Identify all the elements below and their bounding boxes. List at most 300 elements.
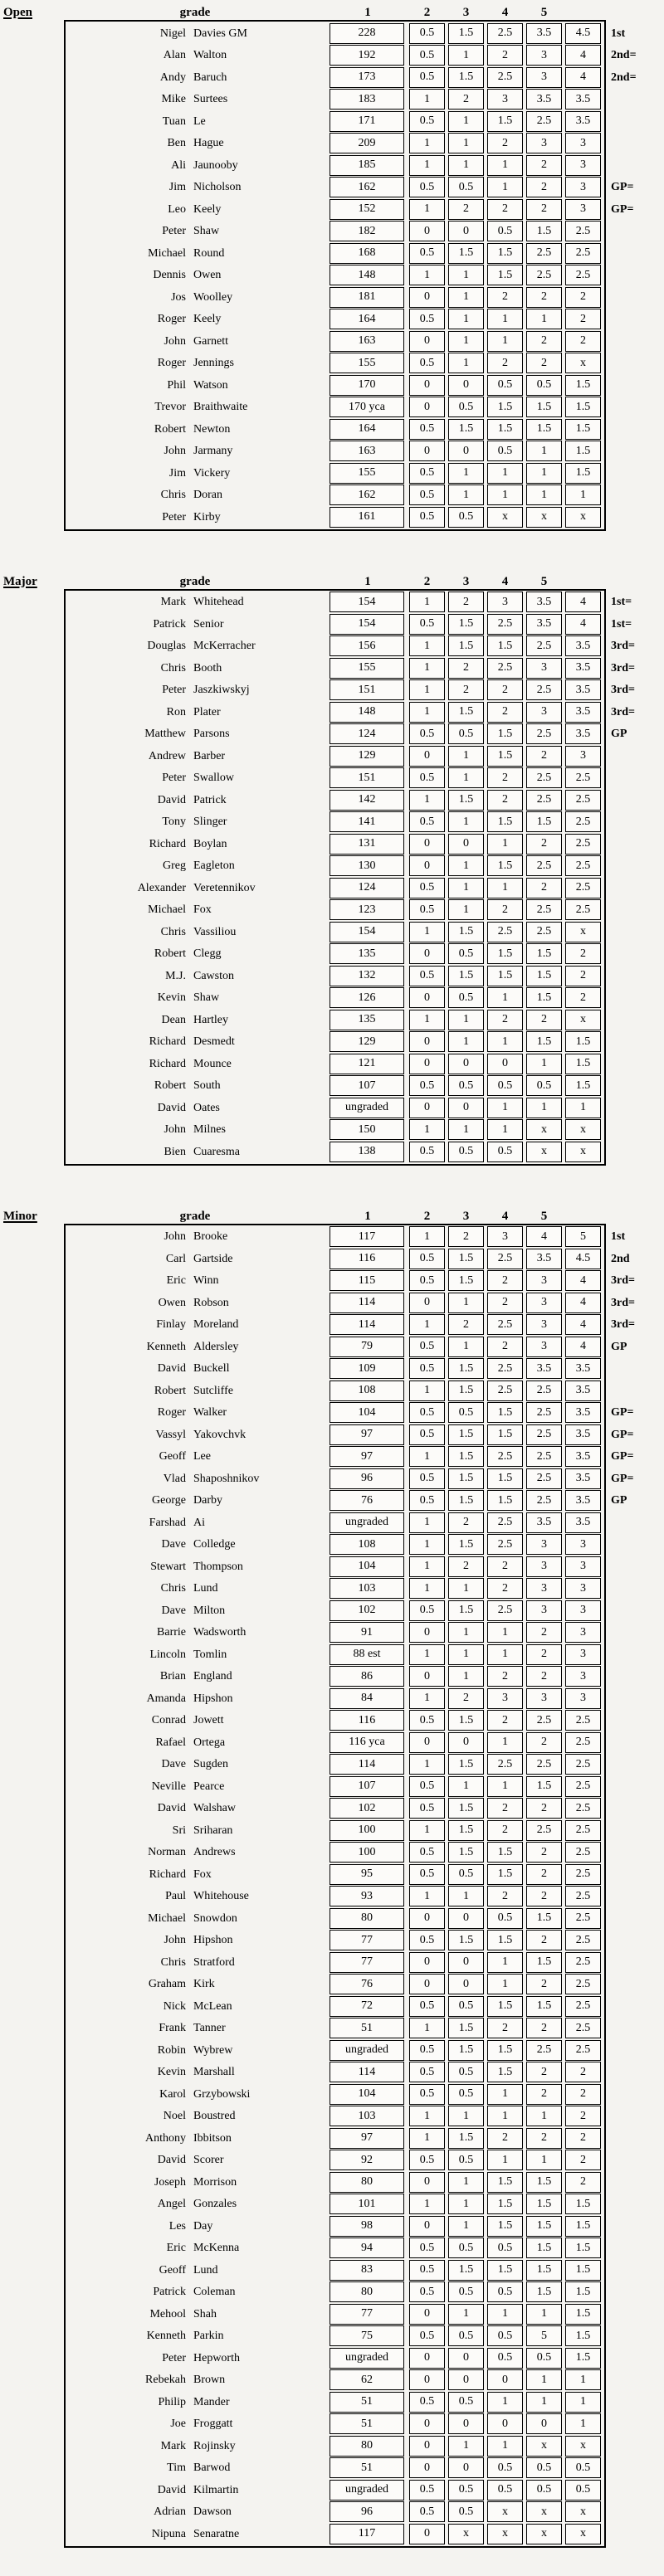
round-score-cell: 2.5 (565, 2018, 601, 2038)
round-score-cell: 2.5 (526, 1446, 562, 1467)
round-score-cell: 3 (526, 1688, 562, 1709)
grade-cell: 95 (330, 1864, 404, 1885)
grade-cell: 79 (330, 1337, 404, 1357)
player-name-cell (66, 2325, 330, 2346)
round-score-cell: 1 (409, 922, 445, 942)
player-last-name: Tomlin (193, 1648, 227, 1661)
round-score-cell: 1.5 (487, 2194, 523, 2214)
round-score-cell: x (526, 507, 562, 528)
result-badge: GP= (611, 1406, 634, 1419)
round-score-cell: 1 (409, 2194, 445, 2214)
round-score-cell: 1.5 (526, 2238, 562, 2258)
round-score-cell: 2.5 (526, 855, 562, 876)
round-score-cell: 3.5 (526, 1358, 562, 1379)
grade-cell: 98 (330, 2216, 404, 2237)
round-score-cell: 1 (409, 658, 445, 679)
player-name-cell (66, 1270, 330, 1291)
table-row (66, 1886, 604, 1906)
player-last-name: Parsons (193, 728, 230, 740)
player-name-cell (66, 746, 330, 767)
round-score-cell: 0 (409, 441, 445, 461)
grade-cell: 114 (330, 1754, 404, 1775)
player-last-name: Barber (193, 749, 226, 762)
round-score-cell: 3 (487, 592, 523, 612)
table-row (66, 614, 632, 635)
result-badge: 1st= (611, 596, 632, 608)
player-name-cell (66, 485, 330, 505)
round-score-cell: 2.5 (565, 265, 601, 285)
round-score-cell: 1.5 (487, 1468, 523, 1489)
player-first-name: Andrew (148, 749, 186, 762)
round-score-cell: 0.5 (448, 1075, 484, 1096)
table-row (66, 1930, 604, 1950)
player-name-cell (66, 331, 330, 352)
round-score-cell: 1 (409, 155, 445, 176)
table-row (66, 966, 604, 986)
player-first-name: Paul (165, 1890, 186, 1902)
round-score-cell: 0.5 (409, 2501, 445, 2522)
round-score-cell: 1 (448, 111, 484, 132)
player-first-name: Robert (154, 1079, 186, 1092)
table-row (66, 1798, 604, 1819)
round-score-cell: 1.5 (487, 811, 523, 832)
player-first-name: Robert (154, 1384, 186, 1397)
round-score-cell: 0.5 (409, 309, 445, 329)
round-score-cell: 2.5 (565, 1798, 601, 1819)
result-badge: 1st (611, 1230, 626, 1243)
round-score-cell: 1 (448, 767, 484, 788)
round-score-cell: 2 (526, 1732, 562, 1753)
player-last-name: Brown (193, 2374, 226, 2386)
section-header-row (3, 572, 664, 589)
round-score-cell: 1.5 (565, 1031, 601, 1052)
player-last-name: Ortega (193, 1736, 226, 1749)
player-name-cell (66, 45, 330, 66)
round-score-cell: 1.5 (487, 265, 523, 285)
round-score-cell: 1 (565, 2392, 601, 2413)
player-last-name: Doran (193, 489, 222, 501)
player-first-name: Kevin (157, 991, 186, 1004)
round-score-cell: 1.5 (526, 966, 562, 986)
player-name-cell (66, 2304, 330, 2325)
table-box (64, 20, 637, 531)
round-score-cell: 2 (526, 1864, 562, 1885)
result-badge: GP= (611, 202, 634, 216)
round-score-cell: 0 (409, 2436, 445, 2457)
table-row (66, 441, 604, 461)
round-score-cell: 0 (448, 1098, 484, 1118)
round-score-cell: 1.5 (565, 2216, 601, 2237)
round-score-cell: 1.5 (526, 987, 562, 1008)
round-score-cell: 0 (448, 441, 484, 461)
grade-cell: ungraded (330, 1098, 404, 1118)
round-score-cell: 2.5 (526, 1490, 562, 1511)
round-score-cell: 1 (409, 2128, 445, 2149)
table-row (66, 265, 604, 285)
col-header-round: 2 (423, 574, 431, 588)
player-first-name: John (164, 1123, 186, 1136)
round-score-cell: 0 (409, 2172, 445, 2193)
round-score-cell: 0.5 (448, 723, 484, 744)
player-name-cell (66, 1600, 330, 1621)
round-score-cell: 1 (448, 746, 484, 767)
round-score-cell: 1 (409, 635, 445, 656)
round-score-cell: 1.5 (487, 2040, 523, 2061)
player-first-name: Peter (162, 772, 186, 784)
round-score-cell: 2.5 (526, 790, 562, 811)
grade-cell: 135 (330, 943, 404, 964)
grade-cell: 138 (330, 1142, 404, 1162)
player-name-cell (66, 1249, 330, 1269)
section-title: Open (3, 6, 33, 19)
player-first-name: Nick (163, 1999, 186, 2013)
round-score-cell: 4.5 (565, 1249, 601, 1269)
player-last-name: Jarmany (193, 445, 233, 457)
round-score-cell: 0 (409, 2369, 445, 2390)
round-score-cell: 3 (565, 177, 601, 197)
round-score-cell: 1 (487, 2392, 523, 2413)
round-score-cell: 0 (448, 834, 484, 855)
result-badge: GP= (611, 181, 634, 193)
player-first-name: Peter (162, 684, 186, 696)
round-score-cell: 1.5 (487, 943, 523, 964)
player-name-cell (66, 221, 330, 241)
table-row (66, 1249, 630, 1269)
col-header-round: 4 (501, 6, 509, 19)
round-score-cell: 1 (409, 265, 445, 285)
round-score-cell: 2 (487, 287, 523, 308)
round-score-cell: 3.5 (565, 1490, 601, 1511)
grade-cell: 77 (330, 1952, 404, 1973)
result-badge: 3rd= (611, 1274, 635, 1287)
round-score-cell: 1 (448, 485, 484, 505)
round-score-cell: 0.5 (487, 2325, 523, 2346)
round-score-cell: 5 (526, 2325, 562, 2346)
round-score-cell: 2 (565, 331, 601, 352)
grade-cell: 107 (330, 1075, 404, 1096)
round-score-cell: 2.5 (487, 658, 523, 679)
round-score-cell: 2 (526, 1010, 562, 1030)
table-row (66, 1908, 604, 1929)
round-score-cell: 0.5 (448, 943, 484, 964)
round-score-cell: 0 (409, 2216, 445, 2237)
round-score-cell: 1 (526, 485, 562, 505)
table-row (66, 353, 604, 373)
player-first-name: Neville (151, 1780, 186, 1793)
round-score-cell: 0.5 (409, 1930, 445, 1950)
round-score-cell: 2.5 (526, 679, 562, 700)
round-score-cell: 1 (409, 592, 445, 612)
player-first-name: Mehool (149, 2307, 186, 2320)
player-name-cell (66, 1732, 330, 1753)
round-score-cell: 1.5 (448, 1710, 484, 1731)
player-first-name: Michael (148, 1911, 186, 1925)
player-name-cell (66, 922, 330, 942)
round-score-cell: 2.5 (526, 1424, 562, 1445)
result-badge: 3rd= (611, 661, 635, 674)
round-score-cell: 3.5 (565, 635, 601, 656)
table-row (66, 243, 604, 264)
round-score-cell: 1.5 (565, 397, 601, 417)
round-score-cell: 2 (487, 790, 523, 811)
player-first-name: Richard (149, 1867, 186, 1881)
round-score-cell: 0.5 (409, 2260, 445, 2281)
player-first-name: Graham (148, 1978, 186, 1990)
player-last-name: Woolley (193, 290, 233, 304)
table-row (66, 943, 604, 964)
player-first-name: Brian (159, 1670, 186, 1682)
table-row (66, 2413, 604, 2434)
player-last-name: Veretennikov (193, 881, 256, 894)
col-header-round: 3 (462, 1209, 470, 1223)
player-last-name: Brooke (193, 1230, 228, 1243)
grade-cell: 103 (330, 1578, 404, 1599)
round-score-cell: 1.5 (448, 1381, 484, 1401)
grade-cell: 131 (330, 834, 404, 855)
player-last-name: Fox (193, 1867, 212, 1881)
grade-cell: 132 (330, 966, 404, 986)
round-score-cell: 2 (526, 155, 562, 176)
player-first-name: Farshad (149, 1516, 186, 1529)
table-row (66, 89, 604, 110)
player-last-name: Senaratne (193, 2527, 240, 2540)
player-name-cell (66, 1754, 330, 1775)
table-row (66, 1358, 604, 1379)
player-first-name: David (157, 793, 186, 806)
table-row (66, 1402, 634, 1423)
grade-cell: 163 (330, 331, 404, 352)
player-name-cell (66, 23, 330, 44)
round-score-cell: 0 (409, 221, 445, 241)
player-name-cell (66, 1710, 330, 1731)
player-name-cell (66, 1314, 330, 1335)
player-first-name: Leo (168, 202, 186, 216)
player-first-name: Michael (148, 246, 186, 260)
round-score-cell: 0 (448, 1732, 484, 1753)
round-score-cell: 1.5 (526, 2281, 562, 2302)
round-score-cell: 2 (487, 133, 523, 153)
round-score-cell: 0 (487, 2413, 523, 2434)
round-score-cell: 3.5 (565, 702, 601, 723)
player-first-name: David (157, 2154, 186, 2166)
round-score-cell: 0 (409, 2304, 445, 2325)
round-score-cell: 3 (565, 746, 601, 767)
table-row (66, 1974, 604, 1994)
round-score-cell: 0 (448, 221, 484, 241)
round-score-cell: 2.5 (565, 1732, 601, 1753)
player-first-name: Joe (170, 2418, 186, 2430)
round-score-cell: 2 (448, 1226, 484, 1247)
player-first-name: Norman (148, 1846, 186, 1858)
round-score-cell: 0 (409, 1732, 445, 1753)
table-row (66, 679, 635, 700)
round-score-cell: 2.5 (487, 1381, 523, 1401)
player-last-name: Round (193, 246, 225, 260)
round-score-cell: 1 (448, 2436, 484, 2457)
round-score-cell: x (565, 2524, 601, 2544)
round-score-cell: 0.5 (409, 507, 445, 528)
table-row (66, 2128, 604, 2149)
table-row (66, 45, 637, 66)
result-badge: GP= (611, 1450, 634, 1463)
round-score-cell: 3 (565, 1666, 601, 1687)
player-first-name: Conrad (151, 1714, 186, 1726)
player-first-name: Mike (161, 93, 186, 105)
player-name-cell (66, 177, 330, 197)
round-score-cell: 2.5 (565, 1952, 601, 1973)
round-score-cell: 0.5 (448, 2084, 484, 2105)
round-score-cell: 1.5 (565, 2238, 601, 2258)
player-name-cell (66, 635, 330, 656)
grade-cell: 155 (330, 353, 404, 373)
player-first-name: Joseph (154, 2175, 186, 2189)
grade-cell: 77 (330, 2304, 404, 2325)
table-row (66, 1534, 604, 1555)
round-score-cell: x (565, 353, 601, 373)
round-score-cell: 3.5 (565, 679, 601, 700)
round-score-cell: 3.5 (565, 1381, 601, 1401)
round-score-cell: 0.5 (409, 1424, 445, 1445)
round-score-cell: 0.5 (409, 878, 445, 898)
round-score-cell: 2 (526, 1644, 562, 1665)
round-score-cell: 2 (448, 592, 484, 612)
player-first-name: Amanda (146, 1692, 186, 1705)
round-score-cell: 3 (526, 1600, 562, 1621)
round-score-cell: 1 (448, 353, 484, 373)
player-name-cell (66, 2106, 330, 2126)
round-score-cell: 0.5 (409, 1490, 445, 1511)
grade-cell: 116 (330, 1249, 404, 1269)
round-score-cell: 0 (409, 375, 445, 396)
table-row (66, 1424, 634, 1445)
round-score-cell: 1.5 (487, 2216, 523, 2237)
grade-cell: 185 (330, 155, 404, 176)
player-last-name: Cawston (193, 969, 234, 982)
round-score-cell: 1.5 (526, 1952, 562, 1973)
round-score-cell: 1.5 (526, 2172, 562, 2193)
table-row (66, 899, 604, 920)
player-last-name: Clegg (193, 947, 222, 960)
player-name-cell (66, 1776, 330, 1797)
round-score-cell: 2 (526, 2018, 562, 2038)
player-last-name: Moreland (193, 1318, 239, 1331)
player-name-cell (66, 790, 330, 811)
round-score-cell: 1 (487, 1098, 523, 1118)
round-score-cell: 1.5 (526, 221, 562, 241)
round-score-cell: 0 (409, 397, 445, 417)
player-last-name: Walton (193, 49, 227, 61)
grade-cell: 124 (330, 878, 404, 898)
round-score-cell: 2 (565, 2128, 601, 2149)
player-name-cell (66, 1031, 330, 1052)
round-score-cell: 1.5 (487, 2260, 523, 2281)
player-first-name: Nipuna (151, 2527, 186, 2540)
round-score-cell: 2 (526, 199, 562, 220)
player-first-name: Owen (158, 1296, 186, 1309)
round-score-cell: 3 (565, 1600, 601, 1621)
round-score-cell: 1 (409, 1556, 445, 1577)
player-first-name: Dave (161, 1538, 186, 1551)
player-last-name: Keely (193, 202, 222, 216)
round-score-cell: 0 (448, 2457, 484, 2478)
player-first-name: Vlad (163, 1472, 186, 1485)
round-score-cell: 1 (409, 679, 445, 700)
round-score-cell: 3 (526, 658, 562, 679)
player-last-name: Ibbitson (193, 2131, 232, 2145)
player-name-cell (66, 1424, 330, 1445)
round-score-cell: 3 (526, 1293, 562, 1313)
player-first-name: David (157, 2483, 186, 2496)
round-score-cell: 3.5 (565, 1424, 601, 1445)
player-first-name: Dean (161, 1013, 186, 1026)
player-last-name: Shaposhnikov (193, 1472, 260, 1485)
round-score-cell: x (487, 2524, 523, 2544)
round-score-cell: x (487, 507, 523, 528)
round-score-cell: x (565, 922, 601, 942)
table-row (66, 309, 604, 329)
player-last-name: Milton (193, 1604, 226, 1617)
result-badge: GP= (611, 1428, 634, 1441)
round-score-cell: 0.5 (409, 1996, 445, 2017)
round-score-cell: 1 (487, 2084, 523, 2105)
col-header-round: 1 (364, 574, 371, 588)
round-score-cell: 1.5 (448, 635, 484, 656)
player-name-cell (66, 943, 330, 964)
grade-cell: 76 (330, 1974, 404, 1994)
player-name-cell (66, 2062, 330, 2082)
round-score-cell: 1 (448, 2172, 484, 2193)
player-name-cell (66, 834, 330, 855)
player-name-cell (66, 1075, 330, 1096)
round-score-cell: 0.5 (409, 2150, 445, 2170)
round-score-cell: 2 (526, 1930, 562, 1950)
grade-cell: ungraded (330, 2040, 404, 2061)
round-score-cell: 0.5 (409, 67, 445, 88)
round-score-cell: 2.5 (526, 899, 562, 920)
player-first-name: Peter (162, 225, 186, 237)
grade-cell: 97 (330, 1446, 404, 1467)
round-score-cell: 1 (526, 463, 562, 484)
round-score-cell: 1.5 (487, 243, 523, 264)
player-name-cell (66, 658, 330, 679)
round-score-cell: 3 (565, 1622, 601, 1643)
player-last-name: Jaunooby (193, 158, 238, 172)
round-score-cell: 1.5 (487, 1864, 523, 1885)
player-last-name: Mander (193, 2395, 230, 2408)
round-score-cell: 1.5 (487, 1402, 523, 1423)
round-score-cell: x (526, 2501, 562, 2522)
player-last-name: Ai (193, 1516, 205, 1529)
round-score-cell: 3 (565, 133, 601, 153)
round-score-cell: 1.5 (565, 419, 601, 440)
player-first-name: Eric (166, 2242, 186, 2254)
round-score-cell: 2.5 (565, 1820, 601, 1841)
round-score-cell: 3.5 (526, 592, 562, 612)
col-header-grade: grade (179, 574, 211, 588)
round-score-cell: 2 (526, 2084, 562, 2105)
table-row (66, 1666, 604, 1687)
round-score-cell: 1.5 (448, 614, 484, 635)
table-row (66, 2304, 604, 2325)
player-name-cell (66, 702, 330, 723)
round-score-cell: 2 (487, 1337, 523, 1357)
player-last-name: England (193, 1670, 232, 1682)
round-score-cell: 0 (409, 1054, 445, 1074)
grade-cell: 86 (330, 1666, 404, 1687)
player-last-name: Colledge (193, 1538, 236, 1551)
round-score-cell: 1 (448, 2216, 484, 2237)
grade-cell: 102 (330, 1600, 404, 1621)
